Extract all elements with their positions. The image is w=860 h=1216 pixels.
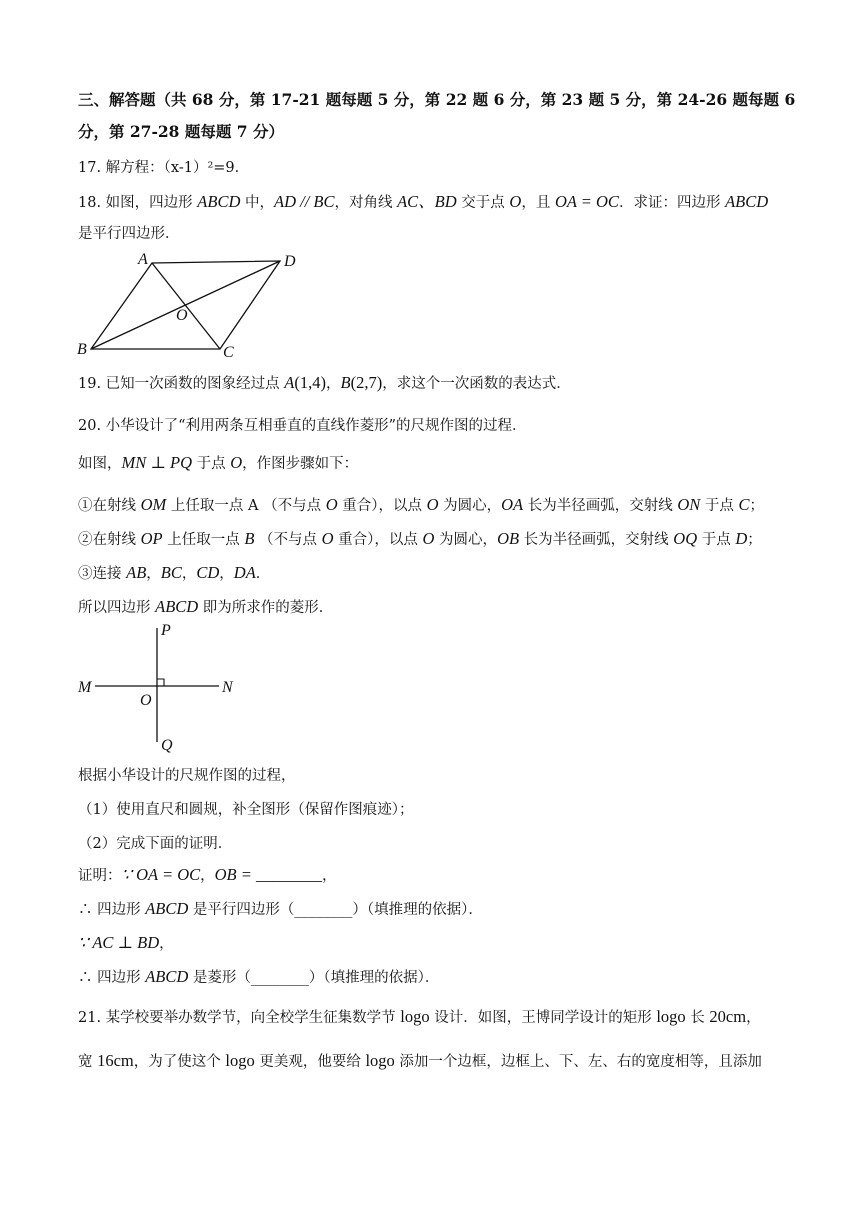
s1j: ON <box>677 495 701 514</box>
p4c: 是菱形（________）（填推理的依据）． <box>188 970 440 986</box>
s1a: ①在射线 <box>78 498 141 514</box>
s3e: ， <box>181 566 197 582</box>
s1d: O <box>325 495 338 514</box>
s3i: ． <box>255 566 271 582</box>
q18-text-c: 中， <box>240 195 274 211</box>
question-20-step3 <box>78 562 270 583</box>
label-d: D <box>284 253 296 270</box>
proof-line3 <box>78 932 174 953</box>
label-q: Q <box>161 737 173 754</box>
q21-2b: 16cm <box>97 1051 134 1070</box>
diagonal-ac <box>152 263 220 349</box>
q18-text-g: 交于点 <box>456 195 510 211</box>
q18-math-abcd-2: ABCD <box>725 192 769 211</box>
q21-2e: 更美观，他要给 <box>254 1054 366 1070</box>
s2i: 为圆心， <box>434 532 498 548</box>
s3c: ， <box>146 566 161 582</box>
s2k: 长为半径画弧，交射线 <box>519 532 674 548</box>
s1f: O <box>426 495 439 514</box>
s2c: 上任取一点 <box>162 532 245 548</box>
q19-coords-b: (2,7) <box>350 373 383 392</box>
q21a: 21. 某学校要举办数学节，向全校学生征集数学节 <box>78 1010 401 1026</box>
s1c: 上任取一点 A （不与点 <box>166 498 326 514</box>
q18-text-e: ，对角线 <box>334 195 398 211</box>
s3d: BC <box>160 563 182 582</box>
q19-text-g: ，求这个一次函数的表达式． <box>382 376 571 392</box>
q19-text-a: 19. 已知一次函数的图象经过点 <box>78 376 285 392</box>
question-20-according: 根据小华设计的尺规作图的过程， <box>78 768 296 784</box>
q18-math-ac-bd: AC、BD <box>397 192 457 211</box>
s2j: OB <box>497 529 520 548</box>
parallelogram-figure <box>70 248 310 363</box>
s2a: ②在射线 <box>78 532 141 548</box>
q19-point-b: B <box>340 373 351 392</box>
question-21-line1 <box>78 1006 761 1027</box>
p1b: ∵ OA = OC <box>121 865 201 884</box>
question-18-line1 <box>78 188 768 212</box>
s2n: D <box>735 529 748 548</box>
s3b: AB <box>126 563 147 582</box>
question-21-line2 <box>78 1050 762 1071</box>
s2g: 重合），以点 <box>333 532 423 548</box>
q20-given-mn-pq: MN ⊥ PQ <box>121 453 193 472</box>
q20-given-c: 于点 <box>192 456 231 472</box>
s1g: 为圆心， <box>438 498 502 514</box>
q21c: 设计．如图，王博同学设计的矩形 <box>429 1010 657 1026</box>
s3h: DA <box>233 563 256 582</box>
s3f: CD <box>196 563 220 582</box>
question-20-conclusion <box>78 596 333 617</box>
p4a: ∴ 四边形 <box>78 970 146 986</box>
q21-2c: ，为了使这个 <box>133 1054 226 1070</box>
q20-given-o: O <box>230 453 243 472</box>
label-m: M <box>78 679 92 696</box>
label-b: B <box>77 341 87 358</box>
q20-given-a: 如图， <box>78 456 122 472</box>
diagonal-bd <box>91 261 280 349</box>
s2o: ； <box>747 532 762 548</box>
question-20-step1 <box>78 494 764 515</box>
question-20-step2 <box>78 528 762 549</box>
q21e: 长 <box>685 1010 710 1026</box>
p2b: ABCD <box>145 899 189 918</box>
s1h: OA <box>501 495 524 514</box>
q18-text-a: 18. 如图，四边形 <box>78 195 198 211</box>
p1a: 证明： <box>78 868 122 884</box>
q19-coords-a: (1,4) <box>294 373 326 392</box>
label-a: A <box>138 251 148 268</box>
p4b: ABCD <box>145 967 189 986</box>
q18-math-oa-oc: OA = OC <box>554 192 619 211</box>
q21d: logo <box>656 1007 686 1026</box>
perpendicular-figure <box>70 618 260 758</box>
p2c: 是平行四边形（________）（填推理的依据）． <box>188 902 483 918</box>
s1k: 于点 <box>700 498 739 514</box>
s3g: ， <box>219 566 234 582</box>
label-n: N <box>222 679 233 696</box>
p3b: ， <box>159 936 174 952</box>
proof-line2 <box>78 898 483 919</box>
q18-math-abcd: ABCD <box>197 192 241 211</box>
q19-point-a: A <box>284 373 295 392</box>
q21f: 20cm <box>709 1007 747 1026</box>
s2b: OP <box>140 529 163 548</box>
proof-line4 <box>78 966 439 987</box>
q21-2d: logo <box>225 1051 255 1070</box>
q18-text-k: ．求证：四边形 <box>618 195 726 211</box>
question-18-line2: 是平行四边形． <box>78 226 180 242</box>
q21-2f: logo <box>365 1051 395 1070</box>
s1e: 重合），以点 <box>337 498 427 514</box>
q21-2a: 宽 <box>78 1054 98 1070</box>
label-o2: O <box>140 692 152 709</box>
s2l: OQ <box>673 529 698 548</box>
p2a: ∴ 四边形 <box>78 902 146 918</box>
label-c: C <box>223 344 234 361</box>
label-p: P <box>161 622 171 639</box>
q21b: logo <box>400 1007 430 1026</box>
question-20-part1: （1）使用直尺和圆规，补全图形（保留作图痕迹）； <box>78 802 414 818</box>
question-17: 17. 解方程：（x-1）²=9． <box>78 160 250 176</box>
question-20-part2: （2）完成下面的证明． <box>78 836 233 852</box>
q21-2g: 添加一个边框，边框上、下、左、右的宽度相等，且添加 <box>394 1054 762 1070</box>
q19-text-d: ， <box>326 376 341 392</box>
s1l: C <box>738 495 750 514</box>
right-angle-mark <box>157 679 164 686</box>
conc-b: ABCD <box>155 597 199 616</box>
conc-c: 即为所求作的菱形． <box>198 600 334 616</box>
p1e: ， <box>322 868 337 884</box>
label-o: O <box>176 307 188 324</box>
p3a: ∵ AC ⊥ BD <box>78 933 160 952</box>
s1i: 长为半径画弧，交射线 <box>523 498 678 514</box>
question-20-intro: 20. 小华设计了“利用两条互相垂直的直线作菱形”的尺规作图的过程． <box>78 418 527 434</box>
p1d-blank: OB = ________ <box>214 865 323 884</box>
s2e: （不与点 <box>254 532 322 548</box>
s1m: ； <box>749 498 764 514</box>
conc-a: 所以四边形 <box>78 600 156 616</box>
q20-given-e: ，作图步骤如下： <box>242 456 359 472</box>
s2f: O <box>321 529 334 548</box>
s3a: ③连接 <box>78 566 127 582</box>
q18-math-ad-bc: AD // BC <box>273 192 335 211</box>
q21g: ， <box>746 1010 761 1026</box>
s2d: B <box>244 529 255 548</box>
q18-math-o: O <box>509 192 522 211</box>
s2h: O <box>422 529 435 548</box>
p1c: ， <box>200 868 215 884</box>
q18-text-i: ，且 <box>521 195 555 211</box>
s1b: OM <box>140 495 167 514</box>
question-20-given <box>78 452 358 473</box>
s2m: 于点 <box>697 532 736 548</box>
section-heading-line1: 三、解答题（共 68 分，第 17-21 题每题 5 分，第 22 题 6 分，第 23 题 5 分，第 24-26 题每题 6 <box>78 90 796 109</box>
question-19 <box>78 372 571 393</box>
section-heading-line2: 分，第 27-28 题每题 7 分） <box>78 122 284 141</box>
proof-line1 <box>78 864 337 885</box>
